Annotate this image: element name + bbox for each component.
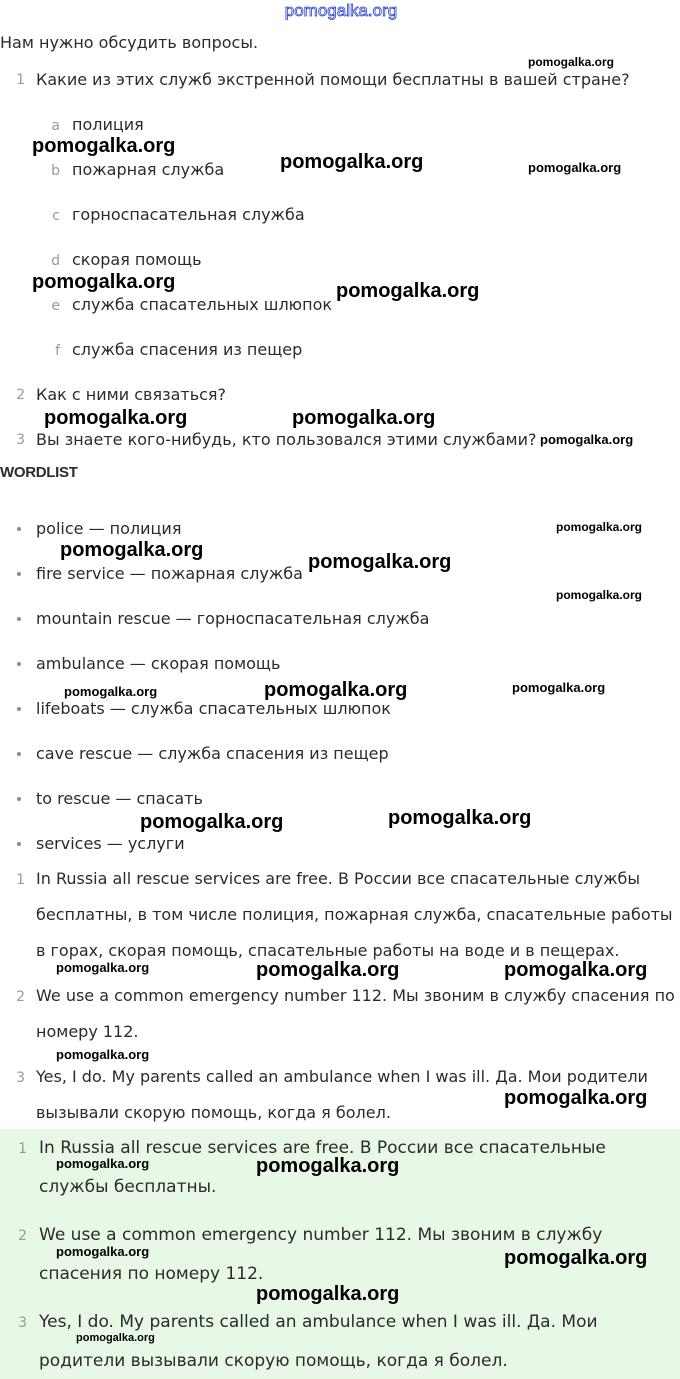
watermark: pomogalka.org — [388, 807, 532, 829]
bullet-icon — [17, 662, 21, 666]
highlight-answer-line: In Russia all rescue services are free. В России все спасательные — [39, 1138, 606, 1158]
watermark: pomogalka.org — [256, 959, 400, 981]
answer-number: 2 — [16, 989, 25, 1005]
bullet-icon — [17, 527, 21, 531]
highlight-answer-line: Yes, I do. My parents called an ambulance when I was ill. Да. Мои — [39, 1312, 598, 1332]
option-text: горноспасательная служба — [72, 205, 305, 224]
highlight-answer-line: We use a common emergency number 112. Мы звоним в службу — [39, 1225, 603, 1245]
wordlist-item: ambulance — скорая помощь — [36, 654, 281, 673]
watermark: pomogalka.org — [56, 1156, 150, 1171]
option-letter: f — [55, 343, 60, 359]
question-text: Как с ними связаться? — [36, 385, 227, 404]
wordlist-item: cave rescue — служба спасения из пещер — [36, 744, 389, 763]
watermark: pomogalka.org — [556, 520, 643, 534]
highlight-answer-line: родители вызывали скорую помощь, когда я болел. — [39, 1351, 508, 1371]
watermark: pomogalka.org — [292, 407, 436, 429]
answer-number: 3 — [16, 1070, 25, 1086]
wordlist-item: services — услуги — [36, 834, 185, 853]
bullet-icon — [17, 707, 21, 711]
option-letter: a — [51, 118, 60, 134]
watermark: pomogalka.org — [56, 960, 150, 975]
watermark: pomogalka.org — [56, 1047, 150, 1062]
wordlist-item: fire service — пожарная служба — [36, 564, 303, 583]
option-text: полиция — [72, 115, 144, 134]
bullet-icon — [17, 797, 21, 801]
watermark: pomogalka.org — [256, 1283, 400, 1305]
watermark: pomogalka.org — [336, 280, 480, 302]
watermark: pomogalka.org — [44, 407, 188, 429]
option-text: служба спасательных шлюпок — [72, 295, 333, 314]
answer-line: в горах, скорая помощь, спасательные работы на воде и в пещерах. — [36, 941, 620, 960]
option-text: скорая помощь — [72, 250, 202, 269]
watermark: pomogalka.org — [528, 160, 622, 175]
question-text: Вы знаете кого-нибудь, кто пользовался этими службами? — [36, 430, 537, 449]
option-text: служба спасения из пещер — [72, 340, 303, 359]
highlight-answer-line: службы бесплатны. — [39, 1177, 217, 1197]
watermark: pomogalka.org — [512, 680, 606, 695]
question-number: 2 — [16, 387, 25, 403]
bullet-icon — [17, 842, 21, 846]
answer-line: We use a common emergency number 112. Мы звоним в службу спасения по — [36, 986, 675, 1005]
answer-line: In Russia all rescue services are free. В России все спасательные службы — [36, 869, 641, 888]
watermark: pomogalka.org — [504, 1247, 648, 1269]
intro-text: Нам нужно обсудить вопросы. — [0, 33, 259, 52]
watermark: pomogalka.org — [280, 151, 424, 173]
watermark: pomogalka.org — [504, 959, 648, 981]
highlight-answer-number: 3 — [18, 1315, 27, 1331]
highlight-answer-number: 1 — [18, 1141, 27, 1157]
wordlist-item: to rescue — спасать — [36, 789, 203, 808]
watermark: pomogalka.org — [64, 684, 158, 699]
watermark: pomogalka.org — [56, 1244, 150, 1259]
wordlist-item: lifeboats — служба спасательных шлюпок — [36, 699, 391, 718]
option-letter: e — [51, 298, 60, 314]
option-text: пожарная служба — [72, 160, 225, 179]
answer-line: номеру 112. — [36, 1022, 139, 1041]
option-letter: c — [52, 208, 60, 224]
watermark: pomogalka.org — [76, 1332, 155, 1344]
answer-number: 1 — [16, 872, 25, 888]
highlight-answer-line: спасения по номеру 112. — [39, 1264, 264, 1284]
watermark: pomogalka.org — [556, 588, 643, 602]
answer-line: бесплатны, в том числе полиция, пожарная служба, спасательные работы — [36, 905, 673, 924]
highlight-answer-number: 2 — [18, 1228, 27, 1244]
watermark: pomogalka.org — [140, 811, 284, 833]
question-number: 3 — [16, 432, 25, 448]
watermark: pomogalka.org — [32, 135, 176, 157]
option-letter: d — [51, 253, 60, 269]
watermark: pomogalka.org — [264, 679, 408, 701]
answer-line: Yes, I do. My parents called an ambulance when I was ill. Да. Мои родители — [36, 1067, 648, 1086]
watermark: pomogalka.org — [540, 432, 634, 447]
option-letter: b — [51, 163, 60, 179]
watermark: pomogalka.org — [256, 1155, 400, 1177]
watermark: pomogalka.org — [308, 551, 452, 573]
wordlist-item: police — полиция — [36, 519, 182, 538]
answer-line: вызывали скорую помощь, когда я болел. — [36, 1103, 391, 1122]
watermark: pomogalka.org — [528, 55, 615, 69]
question-text: Какие из этих служб экстренной помощи бесплатны в вашей стране? — [36, 70, 630, 89]
wordlist-title: WORDLIST — [0, 464, 78, 481]
watermark: pomogalka.org — [32, 271, 176, 293]
watermark: pomogalka.org — [504, 1087, 648, 1109]
bullet-icon — [17, 617, 21, 621]
bullet-icon — [17, 752, 21, 756]
site-logo[interactable]: pomogalka.org — [284, 1, 398, 20]
bullet-icon — [17, 572, 21, 576]
question-number: 1 — [16, 72, 25, 88]
watermark: pomogalka.org — [60, 539, 204, 561]
wordlist-item: mountain rescue — горноспасательная служба — [36, 609, 430, 628]
